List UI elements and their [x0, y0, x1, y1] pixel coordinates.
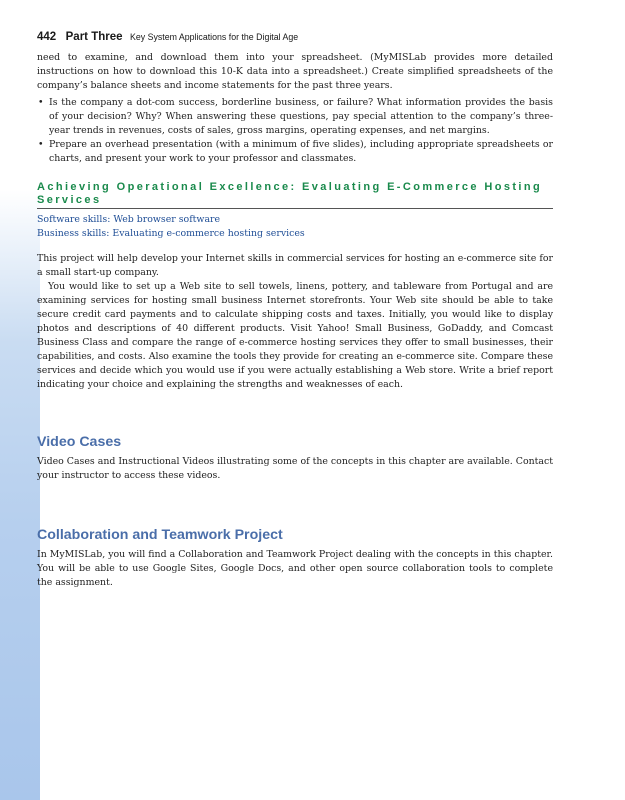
heading-rule	[37, 208, 553, 209]
list-item	[37, 96, 553, 138]
bullet-icon: •	[38, 97, 44, 108]
bullet-icon: •	[38, 139, 44, 150]
skills-block	[37, 213, 553, 241]
list-item	[37, 138, 553, 166]
intro-paragraph: need to examine, and download them into your spreadsheet. (MyMISLab provides more detailed instructions on how to download this 10-K data into a spreadsheet.) Create simplified spreadsheets of the company’s balance sheets and income statements for the past three years.	[37, 52, 553, 91]
bullet-text: Is the company a dot-com success, borderline business, or failure? What information provides the basis of your decision? Why? When answering these questions, pay special attention to the company’s three-year trends in revenues, costs of sales, gross margins, operating expenses, and net margins.	[49, 97, 553, 136]
business-skills: Business skills: Evaluating e-commerce hosting services	[37, 228, 305, 239]
page-number: 442	[37, 31, 57, 43]
part-title: Key System Applications for the Digital Age	[129, 32, 299, 42]
video-cases-heading: Video Cases	[37, 434, 122, 450]
bullet-list	[37, 96, 553, 166]
collaboration-heading: Collaboration and Teamwork Project	[37, 527, 283, 543]
achieving-heading: Achieving Operational Excellence: Evaluating E-Commerce Hosting Services	[37, 181, 543, 206]
running-header	[37, 27, 597, 45]
collaboration-text: In MyMISLab, you will find a Collaboration and Teamwork Project dealing with the concepts in this chapter. You will be able to use Google Sites, Google Docs, and other open source collaboration tools to complete the assignment.	[37, 549, 553, 588]
video-cases-text: Video Cases and Instructional Videos illustrating some of the concepts in this chapter are available. Contact your instructor to access these videos.	[37, 456, 553, 481]
project-intro-paragraph: This project will help develop your Internet skills in commercial services for hosting an e-commerce site for a small start-up company.	[37, 253, 553, 278]
software-skills: Software skills: Web browser software	[37, 214, 221, 225]
project-description-paragraph: You would like to set up a Web site to sell towels, linens, pottery, and tableware from Portugal and are examining services for hosting small business Internet storefronts. Your Web site should be able to take secure credit card payments and to calculate shipping costs and taxes. Initially, you would like to display photos and descriptions of 40 different products. Visit Yahoo! Small Business, GoDaddy, and Comcast Business Class and compare the range of e-commerce hosting services they offer to small businesses, their capabilities, and costs. Also examine the tools they provide for creating an e-commerce site. Compare these services and decide which you would use if you were actually establishing a Web store. Write a brief report indicating your choice and explaining the strengths and weaknesses of each.	[37, 281, 553, 390]
page-side-gradient	[0, 190, 40, 800]
bullet-text: Prepare an overhead presentation (with a minimum of five slides), including appropriate spreadsheets or charts, and present your work to your professor and classmates.	[49, 139, 553, 164]
part-label: Part Three	[65, 31, 123, 43]
page-content	[37, 51, 553, 590]
